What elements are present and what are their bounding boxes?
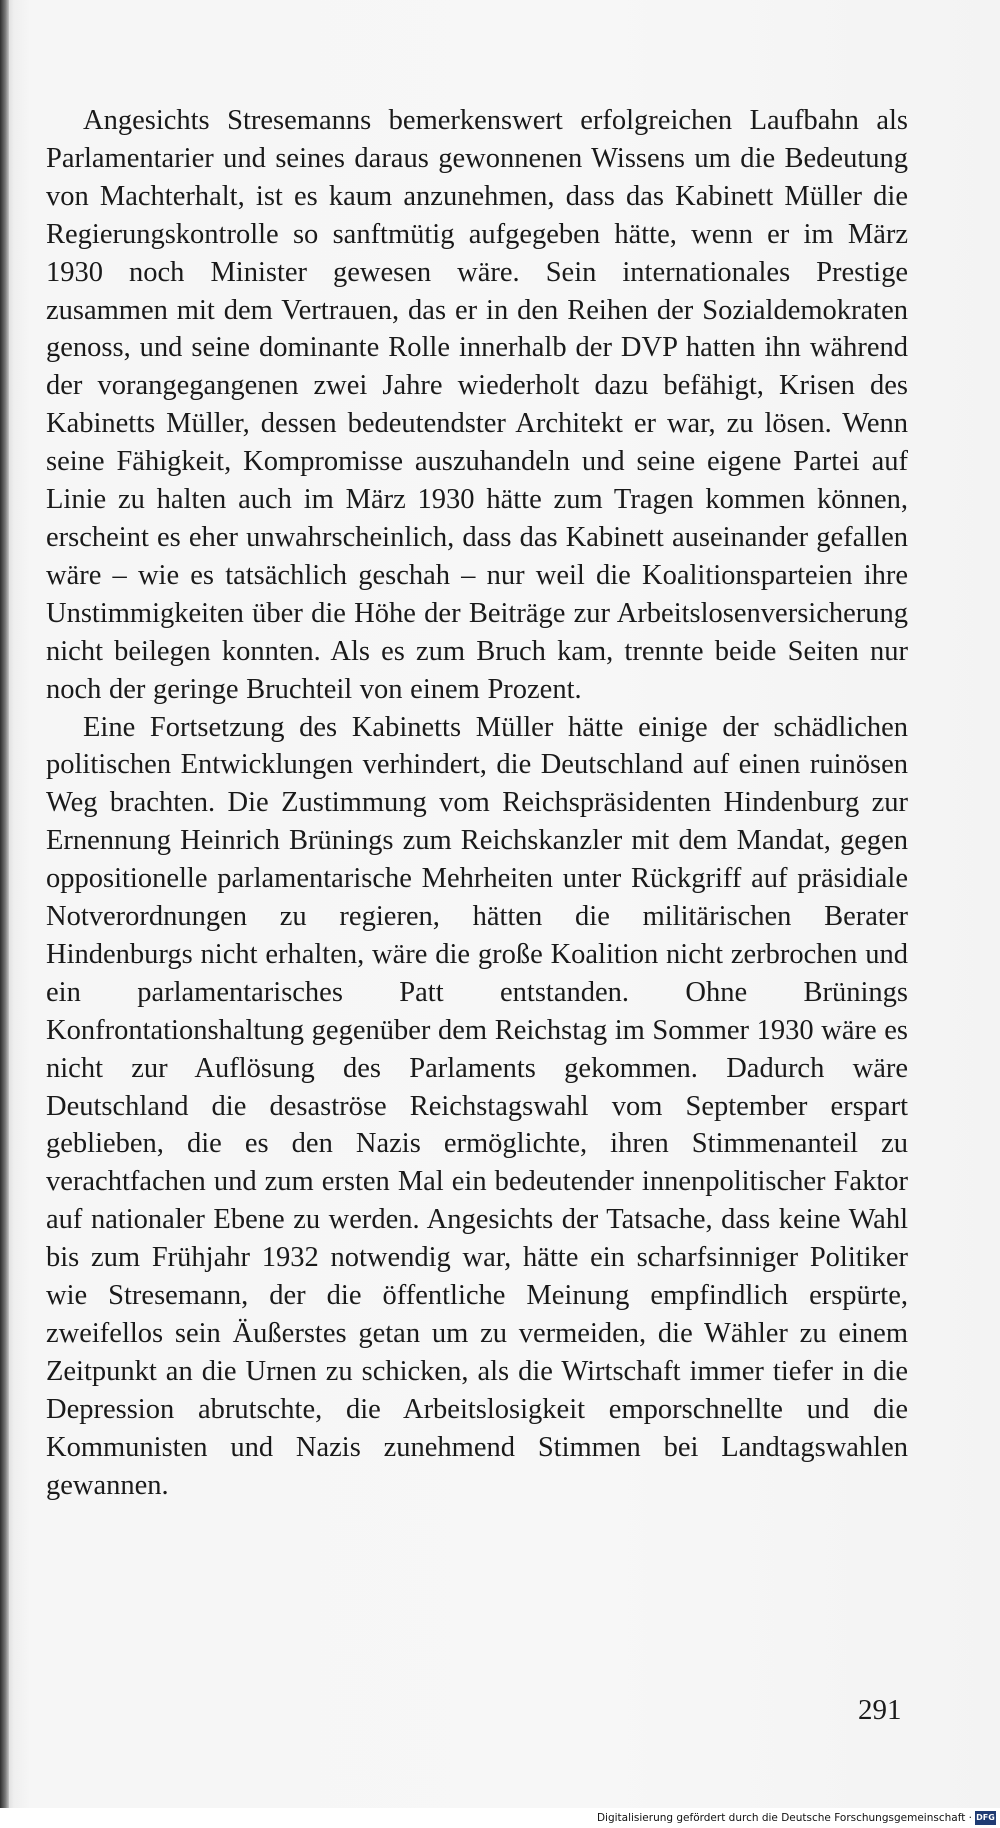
digitization-credit: Digitalisierung gefördert durch die Deutsche Forschungsgemeinschaft · xyxy=(596,1812,972,1824)
book-spine-shadow xyxy=(0,0,9,1808)
body-text xyxy=(46,102,908,1505)
dfg-logo-icon: DFG xyxy=(975,1811,996,1825)
page-number: 291 xyxy=(858,1694,902,1726)
paragraph-1: Angesichts Stresemanns bemerkenswert erfolgreichen Laufbahn als Parlamentarier und seines daraus gewonnenen Wissens um die Bedeutung von Machterhalt, ist es kaum anzunehmen, dass das Kabinett Müller die Regierungskontrolle so sanftmütig aufgegeben hätte, wenn er im März 1930 noch Minister gewesen wäre. Sein internationales Prestige zusammen mit dem Vertrauen, das er in den Reihen der Sozialdemokraten genoss, und seine dominante Rolle innerhalb der DVP hatten ihn während der vorangegangenen zwei Jahre wiederholt dazu befähigt, Krisen des Kabinetts Müller, dessen bedeutendster Architekt er war, zu lösen. Wenn seine Fähigkeit, Kompromisse auszuhandeln und seine eigene Partei auf Linie zu halten auch im März 1930 hätte zum Tragen kommen können, erscheint es eher unwahrscheinlich, dass das Kabinett auseinander gefallen wäre – wie es tatsächlich geschah – nur weil die Koalitionsparteien ihre Unstimmigkeiten über die Höhe der Beiträge zur Arbeitslosenversicherung nicht beilegen konnten. Als es zum Bruch kam, trennte beide Seiten nur noch der geringe Bruchteil von einem Prozent. xyxy=(46,105,908,705)
paragraph-2: Eine Fortsetzung des Kabinetts Müller hätte einige der schädlichen politischen Entwicklungen verhindert, die Deutschland auf einen ruinösen Weg brachten. Die Zustimmung vom Reichspräsidenten Hindenburg zur Ernennung Heinrich Brünings zum Reichskanzler mit dem Mandat, gegen oppositionelle parlamentarische Mehrheiten unter Rückgriff auf präsidiale Notverordnungen zu regieren, hätten die militärischen Berater Hindenburgs nicht erhalten, wäre die große Koalition nicht zerbrochen und ein parlamentarisches Patt entstanden. Ohne Brünings Konfrontationshaltung gegenüber dem Reichstag im Sommer 1930 wäre es nicht zur Auflösung des Parlaments gekommen. Dadurch wäre Deutschland die desaströse Reichstagswahl vom September erspart geblieben, die es den Nazis ermöglichte, ihren Stimmenanteil zu verachtfachen und zum ersten Mal ein bedeutender innenpolitischer Faktor auf nationaler Ebene zu werden. Angesichts der Tatsache, dass keine Wahl bis zum Frühjahr 1932 notwendig war, hätte ein scharfsinniger Politiker wie Stresemann, der die öffentliche Meinung empfindlich erspürte, zweifellos sein Äußerstes getan um zu vermeiden, die Wähler zu einem Zeitpunkt an die Urnen zu schicken, als die Wirtschaft immer tiefer in die Depression abrutschte, die Arbeitslosigkeit emporschnellte und die Kommunisten und Nazis zunehmend Stimmen bei Landtagswahlen gewannen. xyxy=(46,711,908,1501)
